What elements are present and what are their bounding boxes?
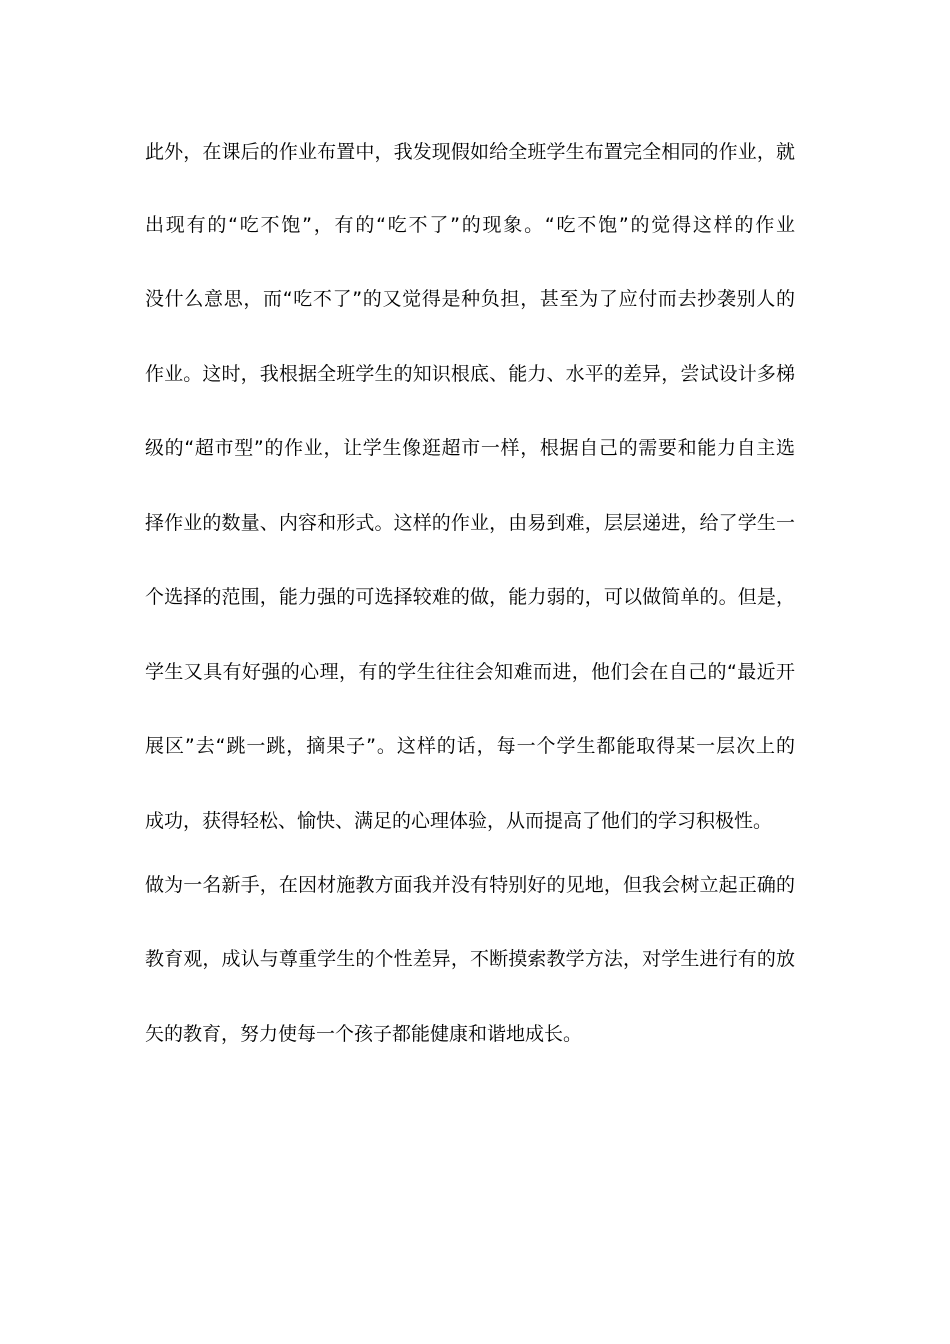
text-line: 此外，在课后的作业布置中，我发现假如给全班学生布置完全相同的作业，就 bbox=[145, 141, 795, 163]
text-line: 没什么意思，而“吃不了”的又觉得是种负担，甚至为了应付而去抄袭别人的 bbox=[145, 288, 795, 310]
text-line: 级的“超市型”的作业，让学生像逛超市一样，根据自己的需要和能力自主选 bbox=[145, 437, 795, 459]
text-line: 个选择的范围，能力强的可选择较难的做，能力弱的，可以做简单的。但是， bbox=[145, 586, 795, 608]
text-line: 择作业的数量、内容和形式。这样的作业，由易到难，层层递进，给了学生一 bbox=[145, 512, 795, 534]
text-line: 成功，获得轻松、愉快、满足的心理体验，从而提高了他们的学习积极性。 bbox=[145, 810, 773, 832]
text-line: 做为一名新手，在因材施教方面我并没有特别好的见地，但我会树立起正确的 bbox=[145, 874, 795, 896]
text-line: 展区”去“跳一跳，摘果子”。这样的话，每一个学生都能取得某一层次上的 bbox=[145, 735, 795, 757]
text-line: 作业。这时，我根据全班学生的知识根底、能力、水平的差异，尝试设计多梯 bbox=[145, 363, 795, 385]
text-line: 出现有的“吃不饱”，有的“吃不了”的现象。“吃不饱”的觉得这样的作业 bbox=[145, 214, 795, 236]
text-line: 学生又具有好强的心理，有的学生往往会知难而进，他们会在自己的“最近开 bbox=[145, 661, 795, 683]
text-line: 矢的教育，努力使每一个孩子都能健康和谐地成长。 bbox=[145, 1023, 583, 1045]
text-line: 教育观，成认与尊重学生的个性差异，不断摸索教学方法，对学生进行有的放 bbox=[145, 948, 795, 970]
